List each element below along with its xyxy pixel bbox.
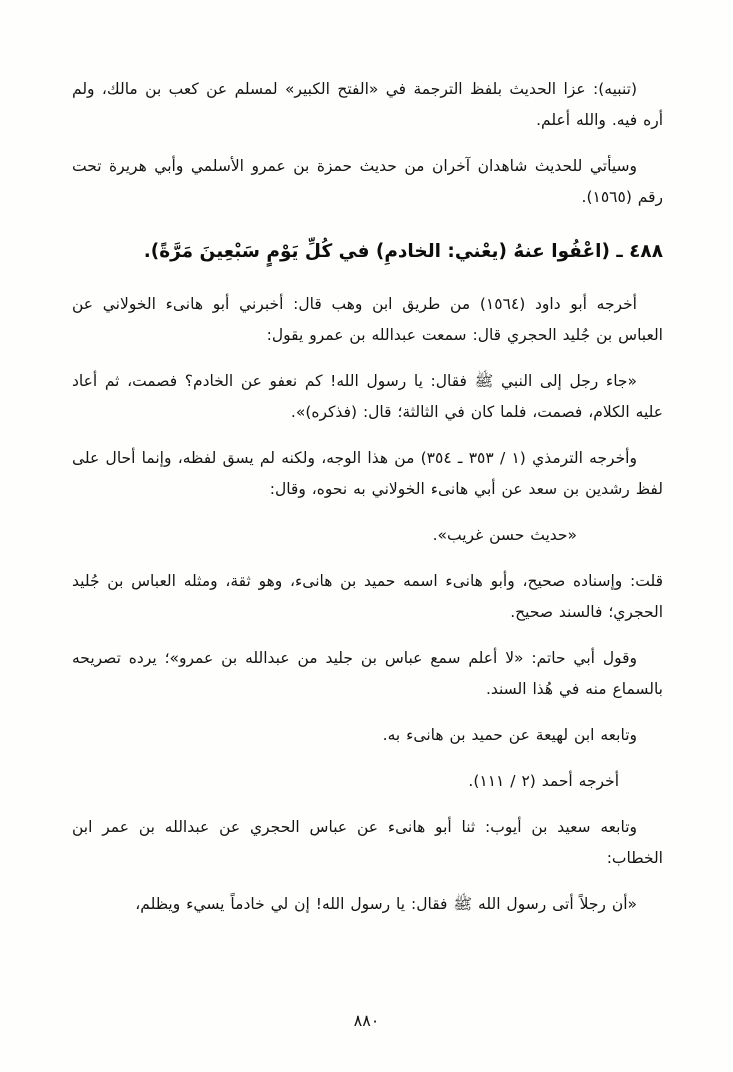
tirmidhi-note: وأخرجه الترمذي (١ / ٣٥٣ ـ ٣٥٤) من هذا الوجه، ولكنه لم يسق لفظه، وإنما أحال على لفظ رشدين بن سعد عن أبي هانىء الخولاني به نحوه، وقال: xyxy=(72,449,663,498)
hadith-matn: «جاء رجل إلى النبي ﷺ فقال: يا رسول الله! كم نعفو عن الخادم؟ فصمت، ثم أعاد عليه الكلام، فصمت، فلما كان في الثالثة؛ قال: (فذكره)». xyxy=(72,372,663,421)
shahid-note: وسيأتي للحديث شاهدان آخران من حديث حمزة بن عمرو الأسلمي وأبي هريرة تحت رقم (١٥٦٥). xyxy=(72,157,663,206)
mutabaa-ibn-lahia: وتابعه ابن لهيعة عن حميد بن هانىء به. xyxy=(382,726,637,744)
ahmad-ref: أخرجه أحمد (٢ / ١١١). xyxy=(468,772,619,790)
hadith-heading: ٤٨٨ ـ (اعْفُوا عنهُ (يعْني: الخادمِ) في كُلِّ يَوْمٍ سَبْعِينَ مَرَّةً). xyxy=(143,241,663,262)
page-content xyxy=(72,74,663,920)
abu-hatim-note: وقول أبي حاتم: «لا أعلم سمع عباس بن جليد من عبدالله بن عمرو»؛ يرده تصريحه بالسماع منه في هُذا السند. xyxy=(72,649,663,698)
tanbih-note: (تنبيه): عزا الحديث بلفظ الترجمة في «الفتح الكبير» لمسلم عن كعب بن مالك، ولم أره فيه. والله أعلم. xyxy=(72,80,663,129)
mutabaa-said: وتابعه سعيد بن أيوب: ثنا أبو هانىء عن عباس الحجري عن عبدالله بن عمر ابن الخطاب: xyxy=(72,818,663,867)
qultu-comment: قلت: وإسناده صحيح، وأبو هانىء اسمه حميد بن هانىء، وهو ثقة، ومثله العباس بن جُليد الحجري؛ فالسند صحيح. xyxy=(72,572,663,621)
takhrij-abu-dawud: أخرجه أبو داود (١٥٦٤) من طريق ابن وهب قال: أخبرني أبو هانىء الخولاني عن العباس بن جُليد الحجري قال: سمعت عبدالله بن عمرو يقول: xyxy=(72,295,663,344)
second-hadith-opening: «أن رجلاً أتى رسول الله ﷺ فقال: يا رسول الله! إن لي خادماً يسيء ويظلم، xyxy=(135,895,637,913)
page-number: ٨٨٠ xyxy=(353,1011,380,1030)
grade-quote: «حديث حسن غريب». xyxy=(432,526,577,544)
